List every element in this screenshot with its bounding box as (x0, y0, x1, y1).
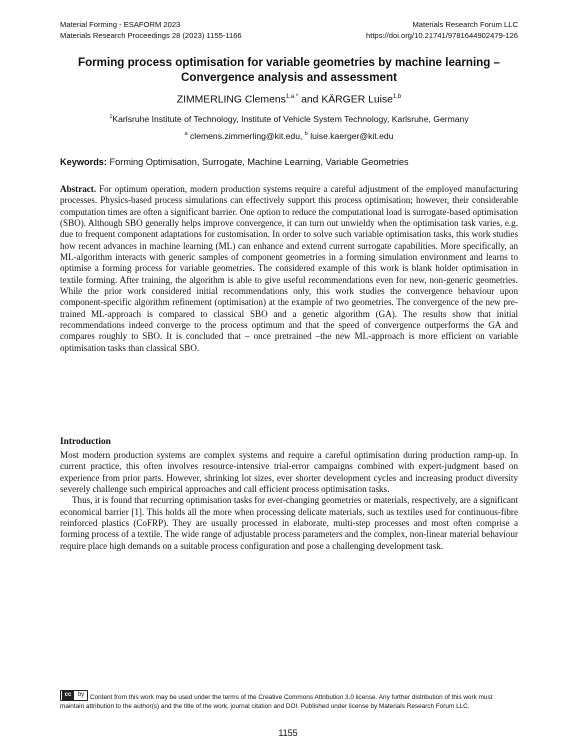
page-number: 1155 (278, 728, 298, 738)
abstract (60, 184, 518, 354)
running-header-bottom (60, 31, 518, 40)
affiliation-superscript: 1 (109, 114, 113, 120)
author-2-superscript: 1,b (392, 94, 402, 100)
affiliation (60, 112, 518, 125)
keywords-label: Keywords: (60, 157, 107, 167)
author-2-name: KÄRGER Luise (321, 94, 393, 106)
author-conjunction: and (298, 94, 322, 106)
email-a[interactable]: clemens.zimmerling@kit.edu, (187, 130, 305, 141)
author-emails (60, 129, 518, 142)
creative-commons-icon (60, 690, 88, 701)
cc-badge-left: cc (62, 691, 74, 700)
paper-title: Forming process optimisation for variable geometries by machine learning – Convergence analysis and assessment (78, 56, 500, 84)
publisher-name: Materials Research Forum LLC (412, 20, 518, 29)
affiliation-text: Karlsruhe Institute of Technology, Institute of Vehicle System Technology, Karlsruhe, Germany (112, 113, 469, 124)
conference-name: Material Forming - ESAFORM 2023 (60, 20, 181, 29)
introduction-heading: Introduction (60, 437, 111, 447)
keywords (60, 157, 518, 168)
email-b[interactable]: luise.kaerger@kit.edu (307, 130, 394, 141)
abstract-label: Abstract. (60, 184, 97, 194)
doi-link[interactable]: https://doi.org/10.21741/9781644902479-126 (365, 31, 518, 40)
intro-paragraph-2: Thus, it is found that recurring optimisation tasks for ever-changing geometries or materials, respectively, are a significant economical barrier [1]. This holds all the more when processing delicate materials, such as textiles used for continuous-fibre reinforced plastics (CoFRP). They are usually processed in elaborate, multi-step processes and most often comprise a forming process of a textile. The wide range of adjustable process parameters and the complex, non-linear material behaviour require place high demands on a suitable process configuration and pose a challenging development task. (60, 495, 518, 551)
cc-badge-right: by (77, 692, 85, 698)
proceedings-citation: Materials Research Proceedings 28 (2023) 1155-1166 (60, 31, 242, 40)
author-1-superscript: 1,a * (285, 94, 299, 100)
author-line (60, 91, 518, 106)
license-text: Content from this work may be used under the terms of the Creative Commons Attribution 3.0 license. Any further distribution of this work must maintain attribution to the author(s) and the title of the work, journal citation and DOI. Published under license by Materials Research Forum LLC. (60, 694, 493, 710)
license-footnote (60, 690, 518, 711)
running-header-top (60, 20, 518, 29)
introduction-body (60, 450, 518, 552)
abstract-text: For optimum operation, modern production systems require a careful adjustment of the employed manufacturing processes. Physics-based process simulations can effectively support this process optimisation; however, their considerable computation times are often a significant barrier. One option to reduce the computational load is surrogate-based optimisation (SBO). Although SBO generally helps improve convergence, it can turn out unwieldy when the optimisation task varies, e.g. due to frequent component adaptations for customisation. In order to solve such variable optimisation tasks, this work studies how recent advances in machine learning (ML) can enhance and extend current surrogate capabilities. More specifically, an ML-algorithm interacts with generic samples of component geometries in a forming simulation environment and learns to optimise a forming process for variable geometries. The considered example of this work is blank holder optimisation in textile forming. After training, the algorithm is able to give useful recommendations even for new, non-generic geometries. While the prior work considered initial recommendations only, this work studies the convergence behaviour upon component-specific algorithm refinement (optimisation) at the example of two geometries. The convergence of the new pre-trained ML-approach is compared to classical SBO and a genetic algorithm (GA). The results show that initial recommendations indeed converge to the process optimum and that the speed of convergence outperforms the GA and compares roughly to SBO. It is concluded that – once pretrained –the new ML-approach is more efficient on variable optimisation tasks than classical SBO. (60, 184, 518, 353)
email-a-superscript: a (184, 131, 188, 137)
keywords-text: Forming Optimisation, Surrogate, Machine Learning, Variable Geometries (106, 157, 409, 167)
author-1-name: ZIMMERLING Clemens (176, 94, 286, 106)
email-b-superscript: b (304, 131, 308, 137)
intro-paragraph-1: Most modern production systems are complex systems and require a careful optimisation during production ramp-up. In current practice, this often involves resource-intensive trial-error campaigns combined with expert-judgment based on experience from prior parts. However, shrinking lot sizes, ever shorter development cycles and increasing product diversity severely challenge such empirical approaches and call efficient process optimisation tasks. (60, 450, 518, 495)
